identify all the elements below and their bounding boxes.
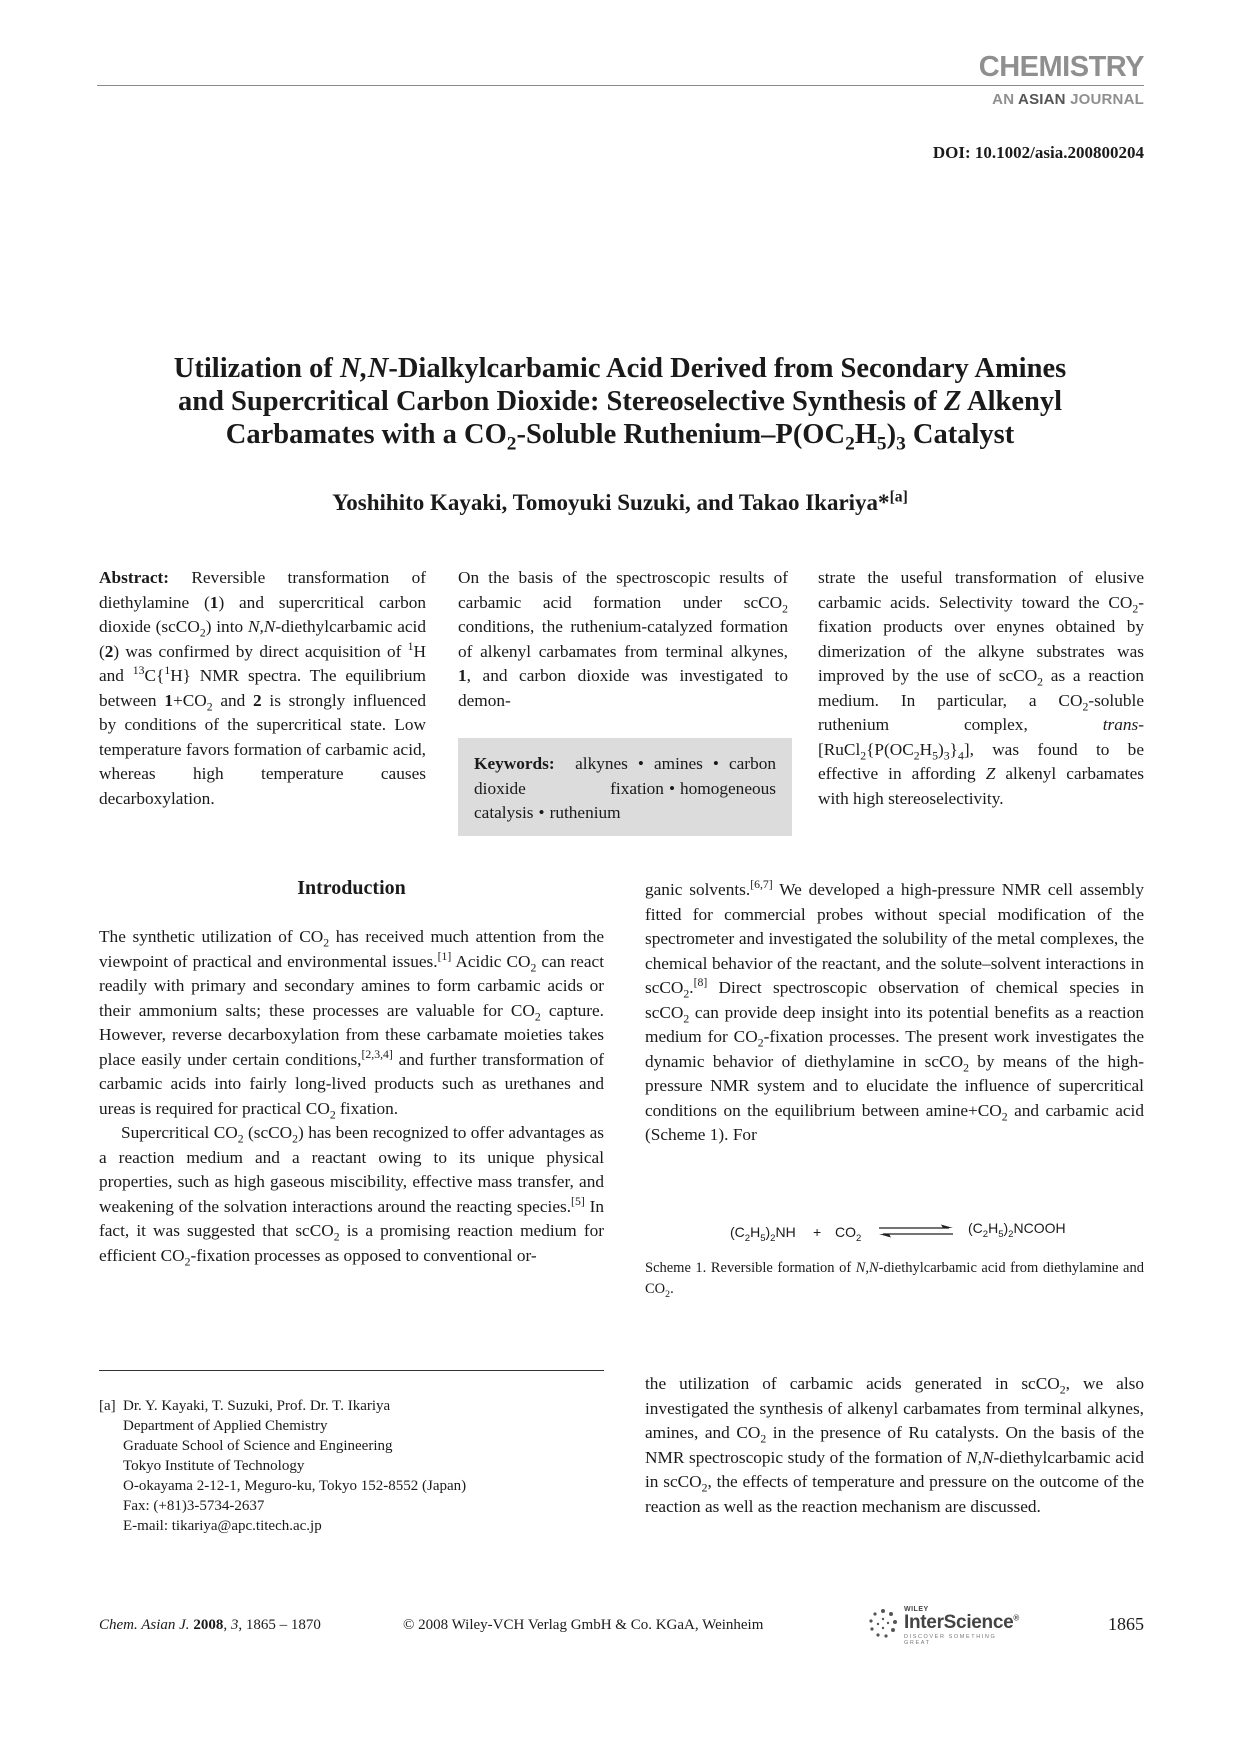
footnote-email[interactable]: E-mail: tikariya@apc.titech.ac.jp: [123, 1518, 322, 1534]
introduction-left-column: [99, 925, 604, 1268]
scheme-1: [645, 1220, 1144, 1254]
section-heading-introduction: Introduction: [297, 877, 406, 899]
abstract-label: Abstract:: [99, 568, 170, 587]
journal-name: CHEMISTRY: [978, 51, 1144, 83]
article-title: Utilization of N,N-Dialkylcarbamic Acid Derived from Secondary Amines and Supercritical Carbon Dioxide: Stereoselective Synthesis of Z Alkenyl Carbamates with a $CO_2$-Soluble Ruthenium–$P(OC_2H_5)_3$ Catalyst: [173, 353, 1067, 455]
abstract-column-1: Abstract: Reversible transformation of diethylamine (1) and supercritical carbon dioxide (scCO$_2$) into N,N-diethylcarbamic acid (2) was confirmed by direct acquisition of $^1$H and $^{13}$C{$^1$H} NMR spectra. The equilibrium between $1+CO_2$ and 2 is strongly influenced by conditions of the supercritical state. Low temperature favors formation of carbamic acid, whereas high temperature causes decarboxylation.: [99, 568, 427, 808]
keyword: carbon dioxide fixation: [474, 754, 776, 798]
paragraph: Supercritical $CO_2$ (scCO$_2$) has been recognized to offer advantages as a reaction medium and a reactant owing to its unique physical properties, such as high gaseous miscibility, effective mass transfer, and weakening of the solvation interactions around the reacting species.[5] In fact, it was suggested that scCO$_2$ is a promising reaction medium for efficient $CO_2$-fixation processes as opposed to conventional or-: [99, 1123, 605, 1268]
footnote-line: O-okayama 2-12-1, Meguro-ku, Tokyo 152-8552 (Japan): [123, 1478, 467, 1494]
footer-citation: Chem. Asian J. 2008, 3, 1865 – 1870: [99, 1617, 321, 1633]
footnote-tag: [a]: [99, 1398, 116, 1414]
affiliation-footnote: [99, 1396, 604, 1536]
doi[interactable]: DOI: 10.1002/asia.200800204: [932, 143, 1144, 162]
citation-link[interactable]: [6,7]: [750, 878, 773, 892]
scheme-reactant-amine: $(C_2H_5)_2NH$: [730, 1224, 796, 1244]
keywords-box: Keywords: alkynes • amines • carbon dioxide fixation • homogeneous catalysis • ruthenium: [458, 738, 792, 836]
affiliation-mark[interactable]: [a]: [889, 488, 908, 506]
logo-tagline: DISCOVER SOMETHING GREAT: [904, 1634, 997, 1646]
citation-link[interactable]: [2,3,4]: [361, 1047, 393, 1061]
paragraph: The synthetic utilization of $CO_2$ has received much attention from the viewpoint of practical and environmental issues.[1] Acidic $CO_2$ can react readily with primary and secondary amines to form carbamic acids or their ammonium salts; these processes are valuable for $CO_2$ capture. However, reverse decarboxylation from these carbamate moieties takes place easily under certain conditions,[2,3,4] and further transformation of carbamic acids into fairly long-lived products such as urethanes and ureas is required for practical $CO_2$ fixation.: [99, 927, 605, 1121]
header-rule: [97, 85, 1144, 86]
abstract-column-3: strate the useful transformation of elusive carbamic acids. Selectivity toward the $CO_2$-fixation products over enynes obtained by dimerization of the alkyne substrates was improved by the use of scCO$_2$ as a reaction medium. In particular, a $CO_2$-soluble ruthenium complex, trans-$[RuCl_2\{P(OC_2H_5)_3\}_4]$, was found to be effective in affording Z alkenyl carbamates with high stereoselectivity.: [818, 568, 1144, 808]
equilibrium-arrows-icon: [877, 1222, 955, 1240]
abstract-column-2: On the basis of the spectroscopic results of carbamic acid formation under scCO$_2$ conditions, the ruthenium-catalyzed formation of alkenyl carbamates from terminal alkynes, 1, and carbon dioxide was investigated to demon-: [458, 568, 788, 710]
introduction-right-column-top: ganic solvents.[6,7] We developed a high-pressure NMR cell assembly fitted for commercial probes without special modification of the spectrometer and investigated the solubility of the metal complexes, the chemical behavior of the reactant, and the solute–solvent interactions in scCO$_2$.[8] Direct spectroscopic observation of chemical species in scCO$_2$ can provide deep insight into its potential benefits as a reaction medium for $CO_2$-fixation processes. The present work investigates the dynamic behavior of diethylamine in scCO$_2$ by means of the high-pressure NMR system and to elucidate the influence of supercritical conditions on the equilibrium between $amine+CO_2$ and carbamic acid (Scheme 1). For: [645, 878, 1145, 1144]
keyword: alkynes: [575, 754, 628, 773]
keyword: ruthenium: [549, 803, 621, 822]
footnote-line: Fax: (+81)3-5734-2637: [123, 1498, 265, 1514]
interscience-swirl-icon: [866, 1607, 900, 1641]
introduction-right-column-bottom: the utilization of carbamic acids generated in scCO$_2$, we also investigated the synthesis of alkenyl carbamates from terminal alkynes, amines, and $CO_2$ in the presence of Ru catalysts. On the basis of the NMR spectroscopic study of the formation of N,N-diethylcarbamic acid in scCO$_2$, the effects of temperature and pressure on the outcome of the reaction as well as the reaction mechanism are discussed.: [645, 1374, 1144, 1516]
scheme-product: $(C_2H_5)_2NCOOH$: [968, 1220, 1066, 1240]
footnote-divider: [99, 1370, 604, 1371]
footer-copyright: © 2008 Wiley-VCH Verlag GmbH & Co. KGaA, Weinheim: [403, 1617, 764, 1633]
footnote-line: Tokyo Institute of Technology: [123, 1458, 305, 1474]
keyword: homogeneous catalysis: [474, 778, 776, 822]
logo-wiley-text: WILEY: [904, 1606, 929, 1613]
citation-link[interactable]: [5]: [571, 1194, 585, 1208]
citation-link[interactable]: [8]: [693, 976, 708, 990]
scheme-caption: Scheme 1. Reversible formation of N,N-diethylcarbamic acid from diethylamine and $CO_2$.: [645, 1260, 1144, 1300]
logo-main-text: InterScience®: [904, 1612, 1020, 1633]
footnote-line: Department of Applied Chemistry: [123, 1418, 328, 1434]
citation-link[interactable]: [1]: [437, 949, 452, 963]
footnote-line: Dr. Y. Kayaki, T. Suzuki, Prof. Dr. T. Ikariya: [123, 1398, 391, 1414]
page-number: 1865: [1108, 1614, 1144, 1634]
scheme-reactant-co2: $CO_2$: [835, 1224, 862, 1244]
interscience-logo[interactable]: [866, 1604, 1026, 1644]
scheme-plus: +: [813, 1224, 822, 1240]
footnote-line: Graduate School of Science and Engineering: [123, 1438, 393, 1454]
keyword: amines: [653, 754, 703, 773]
journal-subtitle: AN ASIAN JOURNAL: [992, 91, 1144, 108]
keywords-label: Keywords:: [474, 754, 555, 773]
author-list: Yoshihito Kayaki, Tomoyuki Suzuki, and Takao Ikariya*[a]: [332, 488, 908, 515]
